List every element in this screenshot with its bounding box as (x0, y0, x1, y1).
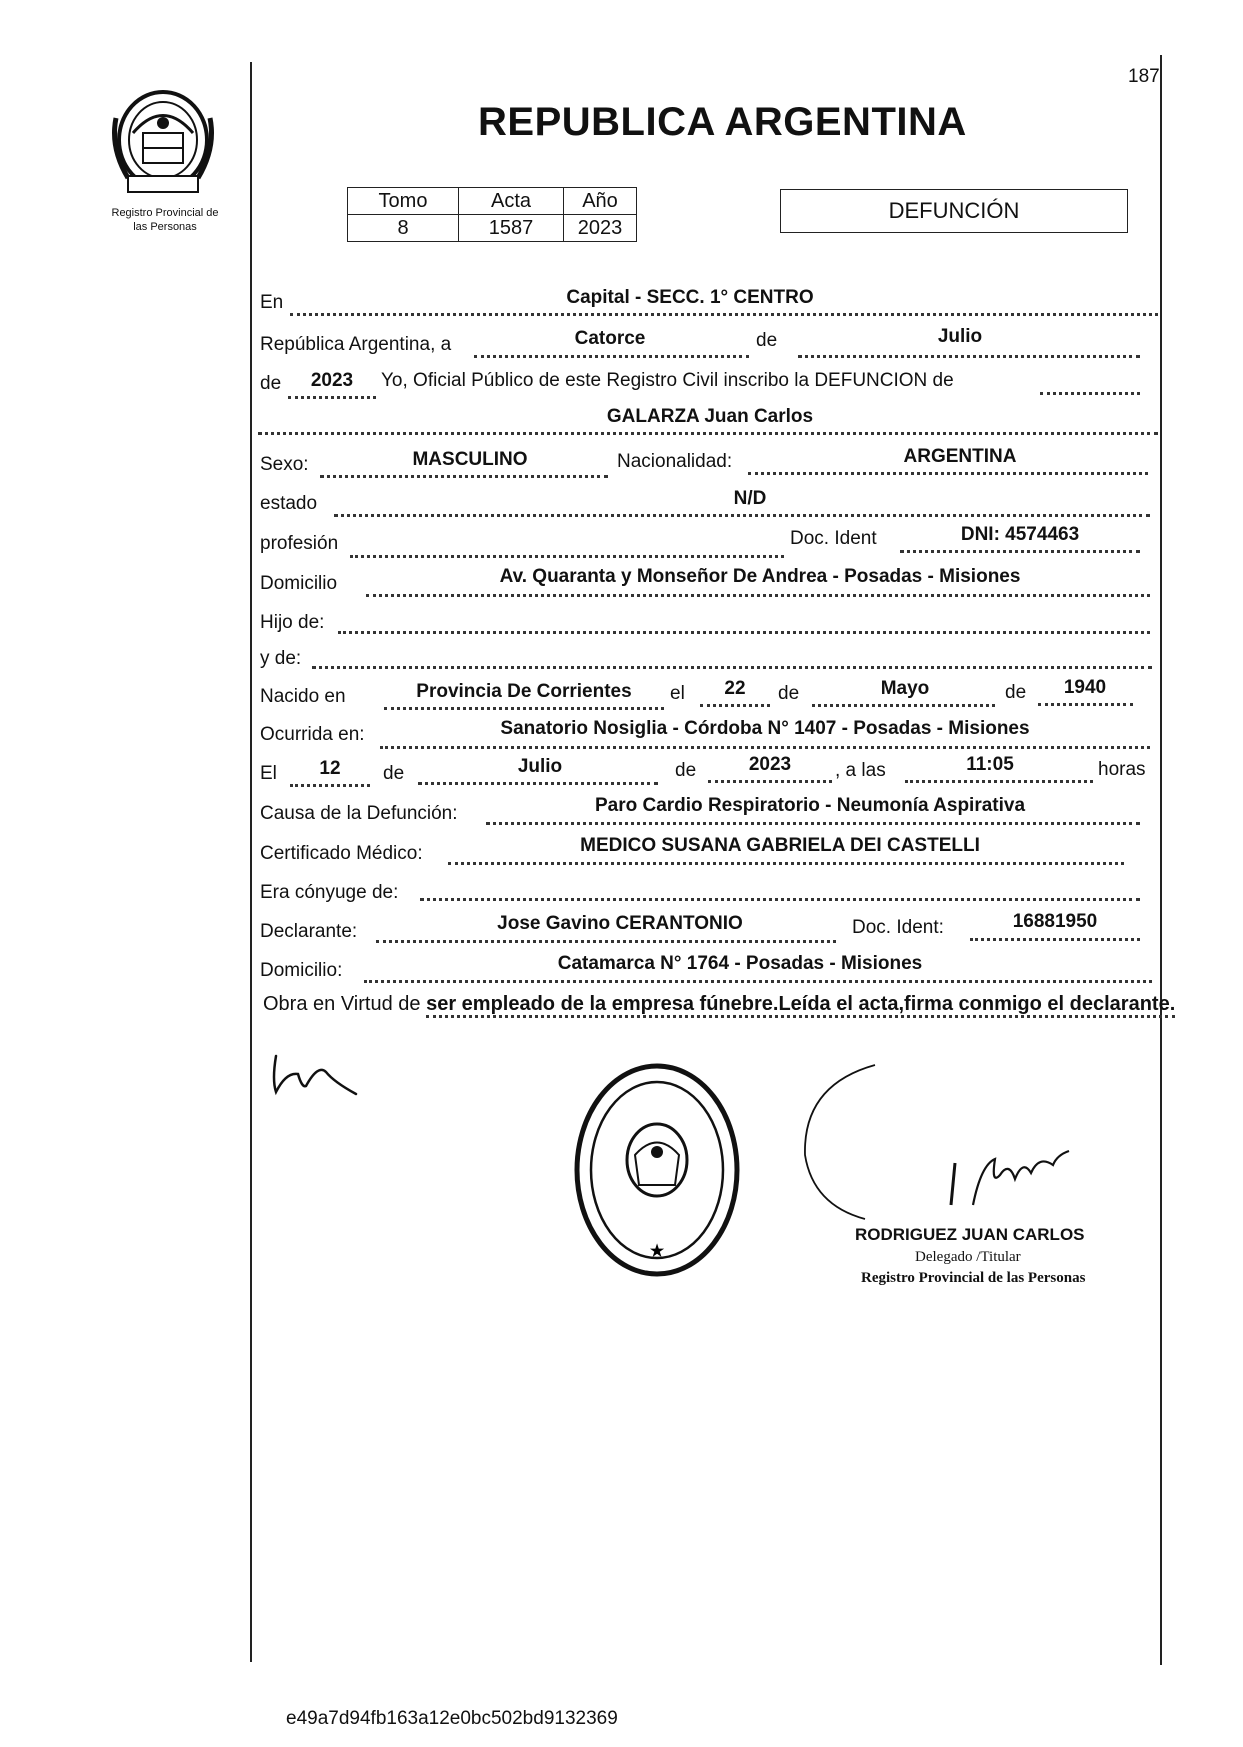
anio-header: Año (564, 188, 637, 215)
def-dia-value: 12 (319, 758, 341, 779)
label-de-2: de (260, 373, 282, 394)
nombre-value: GALARZA Juan Carlos (606, 406, 814, 427)
label-nacionalidad: Nacionalidad: (617, 451, 733, 472)
label-causa: Causa de la Defunción: (260, 803, 458, 824)
dots (700, 704, 770, 707)
certificado-value: MEDICO SUSANA GABRIELA DEI CASTELLI (580, 835, 980, 856)
dots (448, 862, 1124, 865)
label-de-5: de (383, 763, 405, 784)
dots (366, 594, 1150, 597)
dots (384, 707, 664, 710)
label-el-cap: El (260, 763, 277, 784)
dots (812, 704, 995, 707)
causa-value: Paro Cardio Respiratorio - Neumonía Aspirativa (594, 795, 1026, 816)
nacionalidad-value: ARGENTINA (903, 446, 1017, 467)
def-mes-value: Julio (517, 756, 563, 777)
declarante-doc-value: 16881950 (1012, 911, 1098, 932)
right-margin-rule (1160, 55, 1162, 1665)
nacido-en-value: Provincia De Corrientes (416, 681, 632, 702)
official-block (855, 1225, 1085, 1287)
registry-seal-icon (570, 1060, 745, 1280)
organization-name-line1: Registro Provincial de (111, 207, 219, 219)
label-de-4: de (1005, 682, 1027, 703)
declarante-domicilio-value: Catamarca N° 1764 - Posadas - Misiones (557, 953, 923, 974)
doc-ident-value: DNI: 4574463 (960, 524, 1080, 545)
official-signature (795, 1055, 1105, 1225)
label-horas: horas (1098, 759, 1146, 780)
left-margin-rule (250, 62, 252, 1662)
registrar-initials-signature (268, 1050, 368, 1100)
document-type: DEFUNCIÓN (780, 189, 1128, 233)
label-en: En (260, 292, 284, 313)
dots (380, 746, 1150, 749)
def-anio-value: 2023 (748, 754, 792, 775)
nac-mes-value: Mayo (880, 678, 930, 699)
svg-text:★: ★ (649, 1243, 665, 1260)
label-el: el (670, 683, 685, 704)
label-a-las: , a las (835, 760, 886, 781)
dots (376, 940, 836, 943)
label-y-de: y de: (260, 648, 302, 669)
dots (486, 822, 1140, 825)
label-ocurrida-en: Ocurrida en: (260, 724, 365, 745)
nac-dia-value: 22 (724, 678, 746, 699)
dots (288, 396, 376, 399)
label-yo-oficial: Yo, Oficial Público de este Registro Civil inscribo la DEFUNCION de (381, 370, 954, 391)
dots (1038, 703, 1133, 706)
label-sexo: Sexo: (260, 454, 309, 475)
label-domicilio-2: Domicilio: (260, 960, 343, 981)
label-conyuge: Era cónyuge de: (260, 882, 399, 903)
dots (748, 472, 1148, 475)
label-doc-ident: Doc. Ident (790, 528, 877, 549)
dots (350, 555, 784, 558)
tomo-value: 8 (348, 215, 459, 242)
anio-registro-value: 2023 (310, 370, 354, 391)
dots (474, 355, 749, 358)
official-role: Delegado /Titular (915, 1249, 1021, 1265)
dots (320, 475, 608, 478)
organization-name-line2: las Personas (133, 221, 197, 233)
dots (258, 432, 1158, 435)
dots (1040, 392, 1140, 395)
dots (290, 784, 370, 787)
dots (334, 514, 1150, 517)
label-de: de (756, 330, 778, 351)
label-certificado: Certificado Médico: (260, 843, 423, 864)
reference-table (347, 187, 637, 242)
dots (900, 550, 1140, 553)
estado-value: N/D (733, 488, 767, 509)
acta-value: 1587 (459, 215, 564, 242)
ocurrida-en-value: Sanatorio Nosiglia - Córdoba N° 1407 - Posadas - Misiones (500, 718, 1030, 739)
label-estado: estado (260, 493, 318, 514)
label-profesion: profesión (260, 533, 339, 554)
label-de-3: de (778, 683, 800, 704)
label-doc-ident-2: Doc. Ident: (852, 917, 944, 938)
def-hora-value: 11:05 (966, 754, 1014, 775)
nac-anio-value: 1940 (1063, 677, 1107, 698)
lugar-value: Capital - SECC. 1° CENTRO (566, 287, 814, 308)
provincial-emblem-icon (108, 78, 218, 198)
official-org: Registro Provincial de las Personas (861, 1270, 1086, 1286)
declarante-value: Jose Gavino CERANTONIO (497, 913, 743, 934)
dots (290, 313, 1158, 316)
label-obra-en-virtud: Obra en Virtud de (263, 993, 421, 1015)
anio-value: 2023 (564, 215, 637, 242)
organization-name (80, 206, 250, 234)
sexo-value: MASCULINO (412, 449, 528, 470)
obra-en-virtud-paragraph (263, 989, 1183, 1019)
dots (420, 898, 1140, 901)
dots (798, 355, 1140, 358)
label-republica: República Argentina, a (260, 334, 452, 355)
dots (708, 780, 832, 783)
dots (418, 782, 658, 785)
dots (338, 631, 1150, 634)
document-hash: e49a7d94fb163a12e0bc502bd9132369 (286, 1708, 618, 1729)
acta-header: Acta (459, 188, 564, 215)
obra-en-virtud-value: ser empleado de la empresa fúnebre.Leída el acta,firma conmigo el declarante. (426, 993, 1175, 1018)
dots (312, 666, 1152, 669)
dots (364, 980, 1152, 983)
label-de-6: de (675, 760, 697, 781)
official-name: RODRIGUEZ JUAN CARLOS (855, 1225, 1085, 1244)
tomo-header: Tomo (348, 188, 459, 215)
label-hijo-de: Hijo de: (260, 612, 325, 633)
label-nacido-en: Nacido en (260, 686, 346, 707)
mes-registro-value: Julio (937, 326, 983, 347)
dots (970, 938, 1140, 941)
label-domicilio: Domicilio (260, 573, 338, 594)
domicilio-value: Av. Quaranta y Monseñor De Andrea - Posadas - Misiones (499, 566, 1021, 587)
document-title: REPUBLICA ARGENTINA (478, 100, 967, 144)
label-declarante: Declarante: (260, 921, 358, 942)
page-number: 187 (1128, 66, 1160, 87)
dia-texto-value: Catorce (574, 328, 646, 349)
dots (905, 780, 1093, 783)
